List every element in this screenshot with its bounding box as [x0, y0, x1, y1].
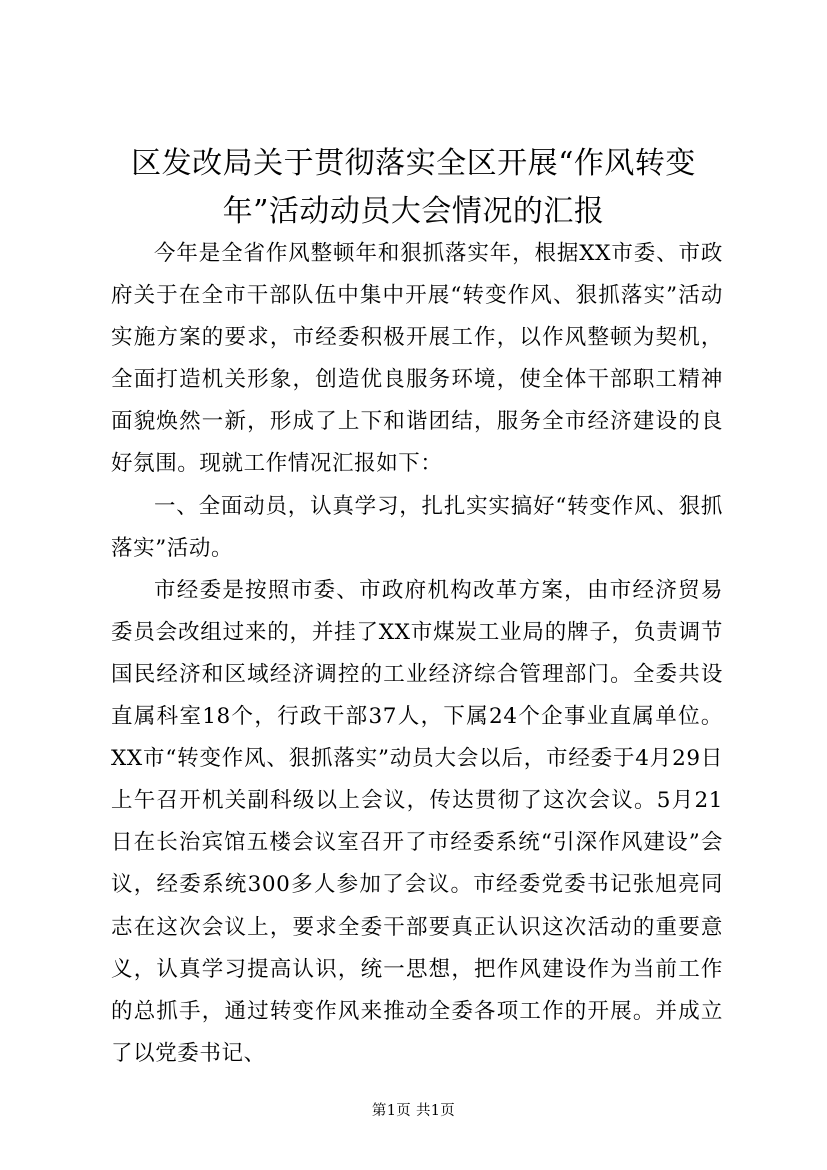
document-title	[90, 140, 737, 236]
document-body	[111, 233, 723, 1075]
paragraph-section-heading: 一、全面动员，认真学习，扎扎实实搞好“转变作风、狠抓落实”活动。	[111, 493, 723, 561]
title-line-2: 年”活动动员大会情况的汇报	[222, 194, 605, 229]
page-footer: 第1页 共1页	[371, 1103, 456, 1119]
paragraph-details: 市经委是按照市委、市政府机构改革方案，由市经济贸易委员会改组过来的，并挂了XX市煤炭工业局的牌子，负责调节国民经济和区域经济调控的工业经济综合管理部门。全委共设直属科室18个，行政干部37人，下属24个企事业直属单位。XX市“转变作风、狠抓落实”动员大会以后，市经委于4月29日上午召开机关副科级以上会议，传达贯彻了这次会议。5月21日在长治宾馆五楼会议室召开了市经委系统“引深作风建设”会议，经委系统300多人参加了会议。市经委党委书记张旭亮同志在这次会议上，要求全委干部要真正认识这次活动的重要意义，认真学习提高认识，统一思想，把作风建设作为当前工作的总抓手，通过转变作风来推动全委各项工作的开展。并成立了以党委书记、	[111, 577, 723, 1066]
title-line-1: 区发改局关于贯彻落实全区开展“作风转变	[131, 146, 696, 181]
paragraph-intro: 今年是全省作风整顿年和狠抓落实年，根据XX市委、市政府关于在全市干部队伍中集中开展“转变作风、狠抓落实”活动实施方案的要求，市经委积极开展工作，以作风整顿为契机，全面打造机关形象，创造优良服务环境，使全体干部职工精神面貌焕然一新，形成了上下和谐团结，服务全市经济建设的良好氛围。现就工作情况汇报如下：	[111, 241, 723, 477]
